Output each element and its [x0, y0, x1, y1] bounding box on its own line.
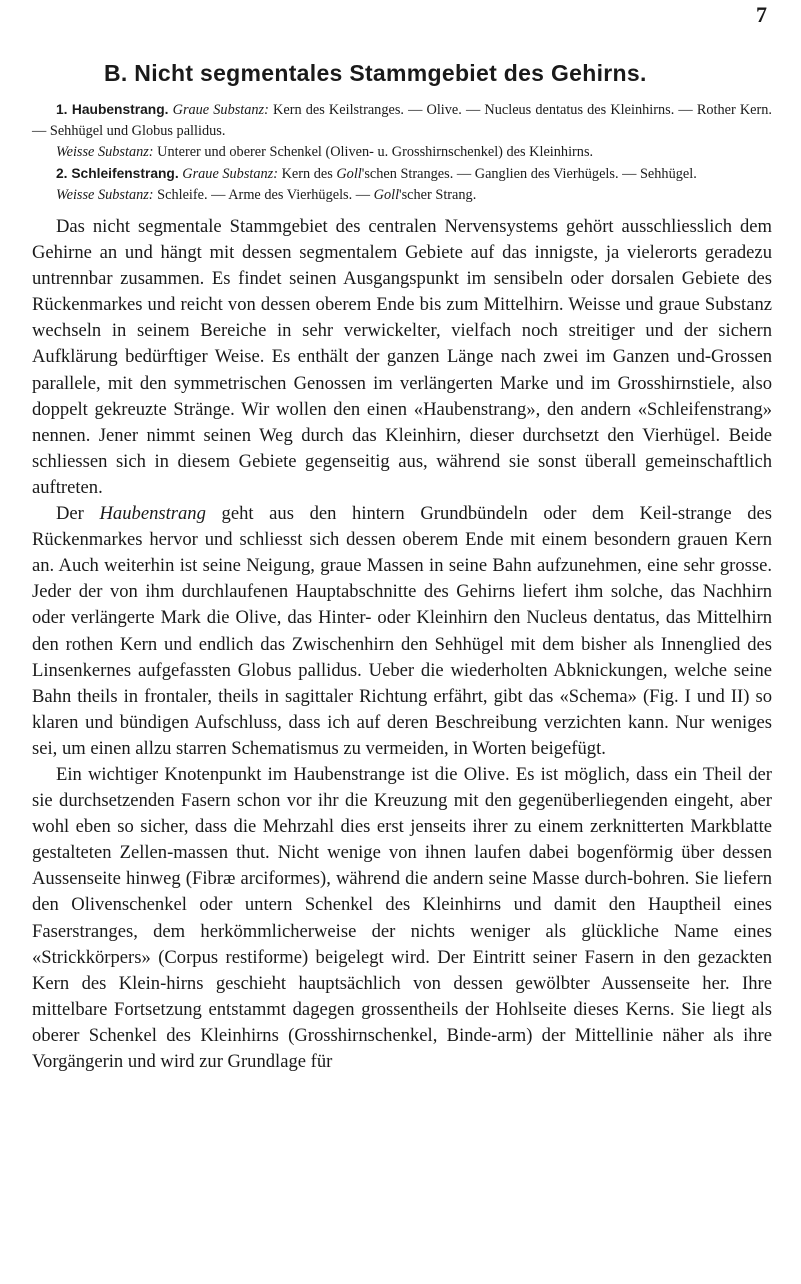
legend-item-schleifenstrang-grey	[32, 163, 772, 185]
legend-white-text-b: 'scher Strang.	[399, 187, 477, 203]
page-number: 7	[756, 2, 767, 27]
paragraph-1: Das nicht segmentale Stammgebiet des centralen Nervensystems gehört ausschliesslich dem Gehirne an und hängt mit dessen segmentalem Gebiete auf das innigste, ja vielerorts geradezu untrennbar zusammen. Es findet seinen Ausgangspunkt im sensibeln oder dorsalen Gebiete des Rückenmarkes und reicht von dessen oberem Ende bis zum Mittelhirn. Weisse und graue Substanz wechseln in seinem Bereiche in sehr verwickelter, vielfach noch streitiger und der sichern Aufklärung bedürftiger Weise. Es enthält der ganzen Länge nach zwei im Ganzen und-Grossen parallele, mit den symmetrischen Genossen im verlängerten Marke und im Grosshirnstiele, also doppelt gekreuzte Stränge. Wir wollen den einen «Haubenstrang», den andern «Schleifenstrang» nennen. Jener nimmt seinen Weg durch das Kleinhirn, dieser durchsetzt den Vierhügel. Beide schliessen sich in diesem Gebiete gegenseitig aus, während sie sonst überall gemeinschaftlich auftreten.	[32, 216, 772, 498]
paragraph-3: Ein wichtiger Knotenpunkt im Haubenstrange ist die Olive. Es ist möglich, dass ein Theil der sie durchsetzenden Fasern schon vor ihr die Kreuzung mit den gegenüberliegenden eingeht, aber wohl eben so sicher, dass die Mehrzahl dies erst jenseits ihrer zu einem zerknitterten Markblatte gestalteten Zellen-massen thut. Nicht wenige von ihnen laufen dabei bogenförmig über dessen Aussenseite hinweg (Fibræ arciformes), während die andern seine Masse durch-bohren. Sie liefern den Olivenschenkel oder untern Schenkel des Kleinhirns und damit den Hauptheil eines Faserstranges, dem herkömmlicherweise der nichts weniger als glückliche Name eines «Strickkörpers» (Corpus restiforme) beigelegt wird. Der Eintritt seiner Fasern in den gezackten Kern des Klein-hirns geschieht hauptsächlich von dessen gewölbter Aussenseite her. Ihre mittelbare Fortsetzung entstammt dagegen grossentheils der Hohlseite dieses Kerns. Sie liegt als oberer Schenkel des Kleinhirns (Grosshirnschenkel, Binde-arm) der Mittellinie näher als ihre Vorgängerin und wird zur Grundlage für	[32, 763, 772, 1072]
legend-grey-text-a: Kern des	[281, 166, 337, 182]
legend-grey-text-b: 'schen Stranges. — Ganglien des Vierhügels. — Sehhügel.	[361, 166, 697, 182]
legend-item-haubenstrang-grey	[32, 99, 772, 142]
legend-grey-label: Graue Substanz:	[182, 166, 278, 182]
substance-legend	[32, 99, 772, 206]
legend-white-text: Unterer und oberer Schenkel (Oliven- u. Grosshirnschenkel) des Kleinhirns.	[157, 144, 594, 160]
paragraph-2	[32, 501, 772, 762]
legend-item-haubenstrang-white	[32, 142, 772, 163]
body-text	[32, 214, 772, 1075]
legend-goll-name: Goll	[336, 166, 362, 182]
page-content	[32, 60, 772, 1075]
legend-white-text-a: Schleife. — Arme des Vierhügels. —	[157, 187, 374, 203]
legend-grey-label: Graue Substanz:	[172, 102, 269, 118]
legend-grey-text: Kern des Keilstranges. — Olive. — Nucleus dentatus des Kleinhirns. — Rother Kern. — Sehhügel und Globus pallidus.	[32, 102, 773, 139]
section-heading: B. Nicht segmentales Stammgebiet des Gehirns.	[104, 60, 647, 86]
paragraph-2-lead: Der	[56, 503, 100, 525]
legend-label-haubenstrang: 1. Haubenstrang.	[56, 102, 169, 117]
legend-item-schleifenstrang-white	[32, 185, 772, 206]
legend-goll-name: Goll	[373, 187, 400, 203]
legend-white-label: Weisse Substanz:	[56, 144, 154, 160]
legend-label-schleifenstrang: 2. Schleifenstrang.	[56, 166, 179, 181]
paragraph-2-rest: geht aus den hintern Grundbündeln oder dem Keil-strange des Rückenmarkes hervor und schliesst sich dessen oberem Ende mit einem besondern grauen Kern an. Auch weiterhin ist seine Neigung, graue Massen in seine Bahn aufzunehmen, eine sehr grosse. Jeder der von ihm durchlaufenen Hauptabschnitte des Gehirns liefert ihm solche, das Nachhirn oder verlängerte Mark die Olive, das Hinter- oder Kleinhirn den Nucleus dentatus, das Mittelhirn den rothen Kern und endlich das Zwischenhirn den Sehhügel mit dem bisher als Innenglied des Linsenkernes aufgefassten Globus pallidus. Ueber die wiederholten Abknickungen, welche seine Bahn theils in frontaler, theils in sagittaler Richtung erfährt, gibt das «Schema» (Fig. I und II) so klaren und bündigen Aufschluss, dass ich auf deren Beschreibung verzichten kann. Nur weniges sei, um einen allzu starren Schematismus zu vermeiden, in Worten beigefügt.	[32, 503, 772, 759]
legend-white-label: Weisse Substanz:	[56, 187, 154, 203]
paragraph-2-term: Haubenstrang	[99, 503, 206, 525]
